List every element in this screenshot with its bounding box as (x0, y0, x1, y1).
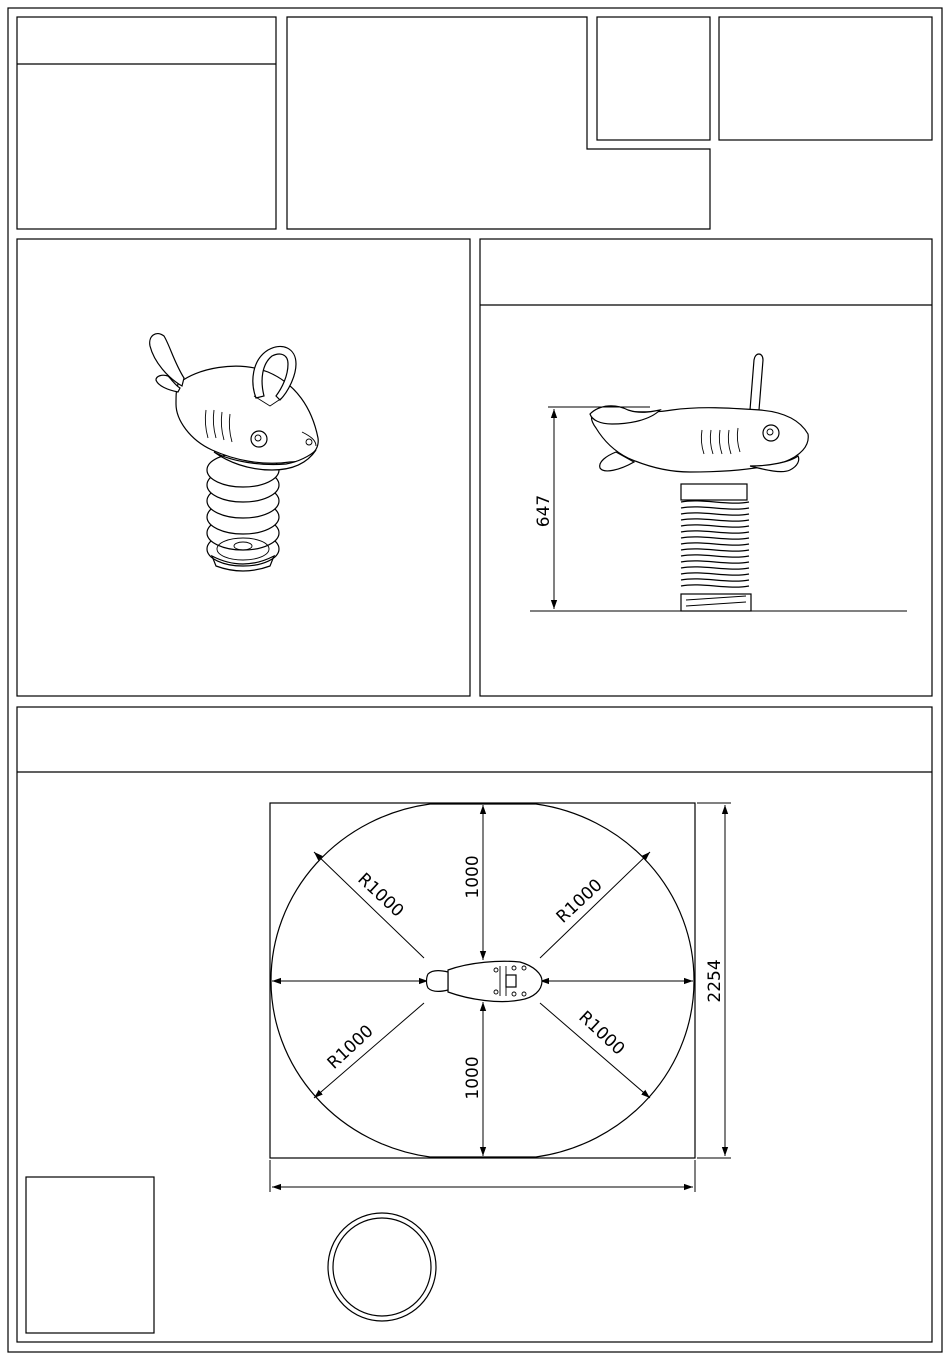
double-circle-symbol (328, 1213, 436, 1321)
title-block-small-cell (597, 17, 710, 140)
radius-label-bottom-left: R1000 (323, 1021, 378, 1074)
radius-line-top-right (540, 852, 650, 958)
title-block (17, 17, 932, 229)
isometric-shark-rocker (150, 334, 319, 571)
radius-label-top-right: R1000 (552, 875, 607, 928)
title-block-info-cell (287, 17, 710, 229)
title-block-logo-cell (17, 17, 276, 229)
side-handle (750, 354, 763, 410)
radius-label-top-left: R1000 (353, 869, 408, 922)
radius-label-bottom-right: R1000 (574, 1007, 629, 1060)
radius-line-bottom-left (314, 1003, 424, 1098)
iso-spring (207, 453, 279, 571)
distance-label-bottom: 1000 (463, 1056, 483, 1100)
side-view-shark-rocker (530, 354, 907, 611)
safety-zone-plan (270, 803, 731, 1192)
title-block-right-cell (719, 17, 932, 140)
iso-shark-body (176, 366, 318, 463)
side-height-dimension-label: 647 (534, 494, 554, 528)
radius-line-top-left (314, 852, 424, 958)
distance-label-top: 1000 (463, 855, 483, 899)
side-spring (681, 484, 751, 611)
side-shark-eye (763, 425, 779, 441)
iso-shark-eye (251, 431, 267, 447)
sheet-border (8, 8, 942, 1352)
legend-box (26, 1177, 154, 1333)
plan-shark-topview (427, 961, 543, 1001)
overall-dimension-label: 2254 (705, 959, 725, 1003)
